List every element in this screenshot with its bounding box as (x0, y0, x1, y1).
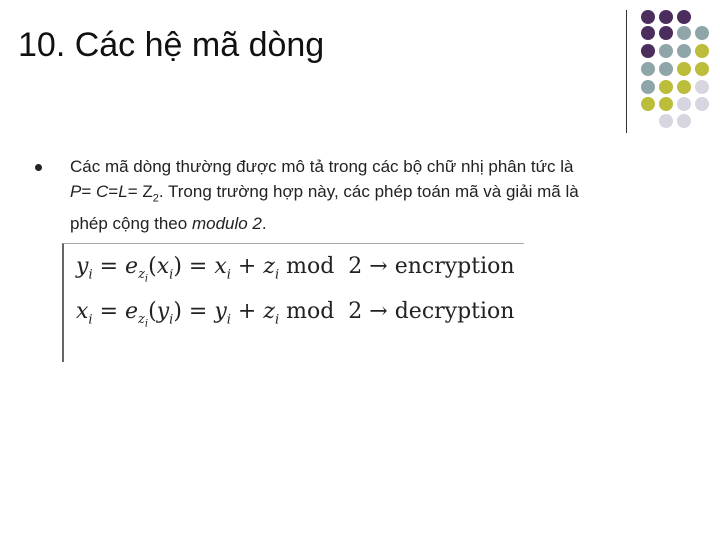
decor-dot (641, 62, 655, 76)
decor-dot (677, 44, 691, 58)
bullet-line-2: $P= C=L= Z_2$. Trong trường hợp này, các phép toán mã và giải mã là (70, 182, 579, 205)
decor-dot (659, 114, 673, 128)
bullet-line-3: phép cộng theo modulo 2. (70, 214, 267, 234)
decor-dot (641, 97, 655, 111)
decor-dot (677, 97, 691, 111)
bullet-icon (35, 164, 42, 171)
decor-dot (659, 80, 673, 94)
decor-dot (659, 97, 673, 111)
encryption-formula: $y_i = e_{z_i}(x_i) = x_i + z_i$ mod 2 → encryption (76, 254, 515, 285)
title-divider (626, 10, 627, 133)
decor-dot (695, 26, 709, 40)
decor-dot (641, 10, 655, 24)
decor-dot (677, 10, 691, 24)
decor-dot (677, 80, 691, 94)
decorative-dot-grid (0, 0, 720, 140)
decryption-label: decryption (394, 299, 515, 324)
bullet-line-1: Các mã dòng thường được mô tả trong các bộ chữ nhị phân tức là (70, 157, 574, 176)
decor-dot (659, 26, 673, 40)
decor-dot (695, 62, 709, 76)
bullet-text (70, 154, 690, 236)
decor-dot (641, 44, 655, 58)
formula-image (62, 243, 524, 362)
decor-dot (695, 97, 709, 111)
decor-dot (677, 114, 691, 128)
decor-dot (695, 80, 709, 94)
decor-dot (641, 80, 655, 94)
decor-dot (677, 26, 691, 40)
decryption-formula: $x_i = e_{z_i}(y_i) = y_i + z_i$ mod 2 → decryption (76, 299, 515, 330)
decor-dot (659, 62, 673, 76)
decor-dot (659, 10, 673, 24)
decor-dot (695, 44, 709, 58)
encryption-label: encryption (394, 254, 515, 279)
decor-dot (677, 62, 691, 76)
decor-dot (641, 26, 655, 40)
decor-dot (659, 44, 673, 58)
slide-title: 10. Các hệ mã dòng (18, 26, 325, 64)
